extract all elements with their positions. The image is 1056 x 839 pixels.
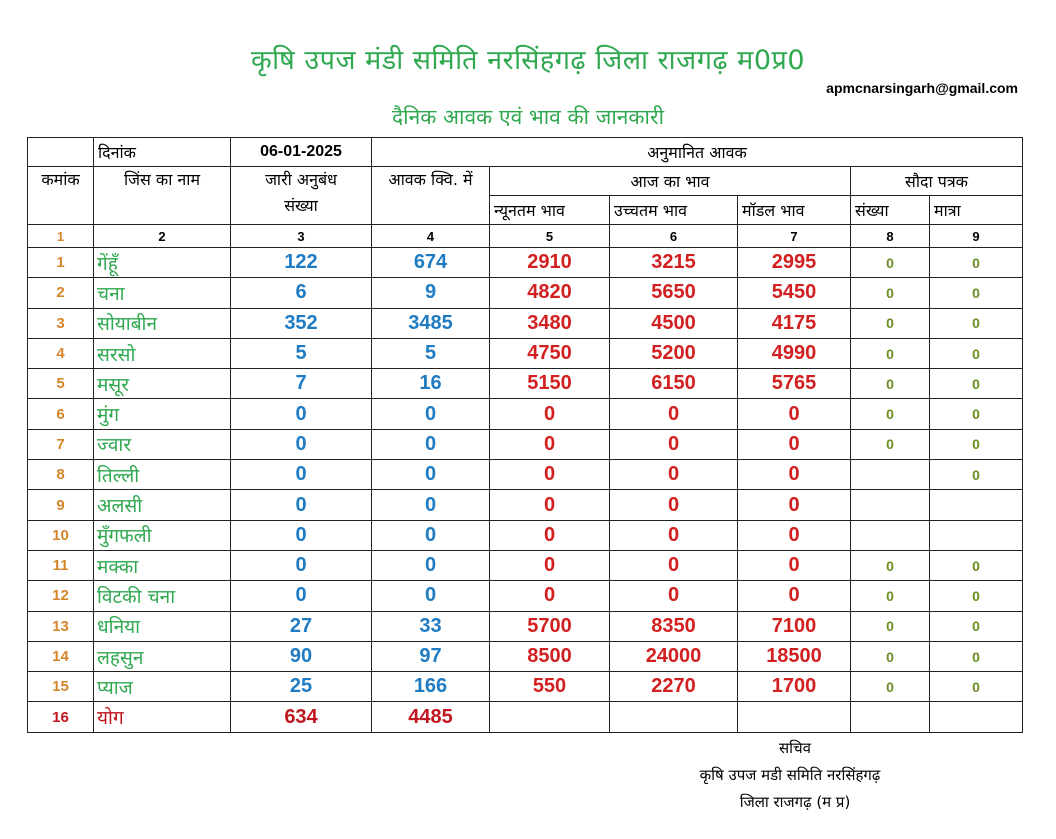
max-price: 5650 xyxy=(610,278,738,308)
arrival-quintal: 0 xyxy=(372,550,490,580)
column-number: 5 xyxy=(490,225,610,248)
col-permits-header: जारी अनुबंध संख्या xyxy=(231,167,372,225)
max-price: 0 xyxy=(610,460,738,490)
table-row xyxy=(28,520,1023,550)
commodity-name: धनिया xyxy=(94,611,231,641)
min-price: 8500 xyxy=(490,641,610,671)
total-permits: 634 xyxy=(231,702,372,732)
page-subtitle: दैनिक आवक एवं भाव की जानकारी xyxy=(391,105,665,129)
arrival-quintal: 33 xyxy=(372,611,490,641)
table-row xyxy=(28,611,1023,641)
estimated-arrival-heading: अनुमानित आवक xyxy=(372,138,1023,167)
row-serial: 11 xyxy=(28,550,94,580)
commodity-name: सोयाबीन xyxy=(94,308,231,338)
row-serial: 9 xyxy=(28,490,94,520)
col-min-header: न्यूनतम भाव xyxy=(490,196,610,225)
max-price: 4500 xyxy=(610,308,738,338)
deal-count: 0 xyxy=(851,429,930,459)
deal-count: 0 xyxy=(851,248,930,278)
commodity-name: ज्वार xyxy=(94,429,231,459)
row-serial: 8 xyxy=(28,460,94,490)
permits-count: 352 xyxy=(231,308,372,338)
arrival-quintal: 5 xyxy=(372,338,490,368)
row-serial: 10 xyxy=(28,520,94,550)
todays-price-heading: आज का भाव xyxy=(490,167,851,196)
table-row xyxy=(28,490,1023,520)
modal-price: 0 xyxy=(738,520,851,550)
page-title: कृषि उपज मंडी समिति नरसिंहगढ़ जिला राजगढ़ म0प्र0 xyxy=(250,45,806,76)
permits-count: 5 xyxy=(231,338,372,368)
permits-count: 0 xyxy=(231,429,372,459)
max-price: 0 xyxy=(610,520,738,550)
max-price: 0 xyxy=(610,550,738,580)
min-price: 0 xyxy=(490,550,610,580)
col-name-header: जिंस का नाम xyxy=(94,167,231,225)
commodity-name: तिल्ली xyxy=(94,460,231,490)
arrival-price-table xyxy=(27,137,1023,733)
empty-cell xyxy=(28,138,94,167)
commodity-name: मुँगफली xyxy=(94,520,231,550)
max-price: 0 xyxy=(610,581,738,611)
deal-count: 0 xyxy=(851,369,930,399)
deal-letter-heading: सौदा पत्रक xyxy=(851,167,1023,196)
table-row xyxy=(28,308,1023,338)
signature-title: सचिव xyxy=(779,739,811,757)
permits-count: 0 xyxy=(231,550,372,580)
max-price: 24000 xyxy=(610,641,738,671)
commodity-name: मक्का xyxy=(94,550,231,580)
arrival-quintal: 166 xyxy=(372,672,490,702)
row-serial: 7 xyxy=(28,429,94,459)
col-max-header: उच्चतम भाव xyxy=(610,196,738,225)
min-price: 2910 xyxy=(490,248,610,278)
max-price: 8350 xyxy=(610,611,738,641)
min-price: 0 xyxy=(490,429,610,459)
min-price: 0 xyxy=(490,399,610,429)
column-number: 3 xyxy=(231,225,372,248)
total-serial: 16 xyxy=(28,702,94,732)
commodity-name: मसूर xyxy=(94,369,231,399)
min-price: 0 xyxy=(490,490,610,520)
date-value: 06-01-2025 xyxy=(231,138,372,167)
modal-price: 5765 xyxy=(738,369,851,399)
row-serial: 13 xyxy=(28,611,94,641)
deal-count: 0 xyxy=(851,611,930,641)
commodity-name: गेंहूँ xyxy=(94,248,231,278)
column-number: 9 xyxy=(930,225,1023,248)
max-price: 0 xyxy=(610,399,738,429)
empty-cell xyxy=(930,702,1023,732)
permits-count: 25 xyxy=(231,672,372,702)
col-serial-header: कमांक xyxy=(28,167,94,225)
deal-quantity: 0 xyxy=(930,278,1023,308)
table-row xyxy=(28,672,1023,702)
table-row xyxy=(28,248,1023,278)
deal-quantity: 0 xyxy=(930,581,1023,611)
arrival-quintal: 0 xyxy=(372,520,490,550)
commodity-name: लहसुन xyxy=(94,641,231,671)
arrival-quintal: 0 xyxy=(372,399,490,429)
permits-count: 7 xyxy=(231,369,372,399)
column-number: 1 xyxy=(28,225,94,248)
modal-price: 0 xyxy=(738,399,851,429)
permits-count: 90 xyxy=(231,641,372,671)
deal-quantity: 0 xyxy=(930,460,1023,490)
deal-quantity: 0 xyxy=(930,429,1023,459)
modal-price: 1700 xyxy=(738,672,851,702)
permits-count: 0 xyxy=(231,399,372,429)
permits-count: 27 xyxy=(231,611,372,641)
min-price: 0 xyxy=(490,460,610,490)
arrival-quintal: 16 xyxy=(372,369,490,399)
modal-price: 0 xyxy=(738,429,851,459)
deal-quantity: 0 xyxy=(930,672,1023,702)
deal-quantity: 0 xyxy=(930,369,1023,399)
deal-count: 0 xyxy=(851,641,930,671)
deal-quantity xyxy=(930,490,1023,520)
arrival-quintal: 9 xyxy=(372,278,490,308)
min-price: 5150 xyxy=(490,369,610,399)
max-price: 0 xyxy=(610,490,738,520)
deal-count xyxy=(851,520,930,550)
arrival-quintal: 0 xyxy=(372,429,490,459)
column-number: 6 xyxy=(610,225,738,248)
header-row-columns xyxy=(28,167,1023,196)
min-price: 0 xyxy=(490,520,610,550)
modal-price: 4175 xyxy=(738,308,851,338)
max-price: 3215 xyxy=(610,248,738,278)
row-serial: 3 xyxy=(28,308,94,338)
table-row xyxy=(28,550,1023,580)
deal-count: 0 xyxy=(851,399,930,429)
min-price: 550 xyxy=(490,672,610,702)
permits-count: 0 xyxy=(231,581,372,611)
date-label: दिनांक xyxy=(94,138,231,167)
empty-cell xyxy=(851,702,930,732)
permits-count: 0 xyxy=(231,460,372,490)
signature-district: जिला राजगढ़ (म प्र) xyxy=(739,793,851,811)
col-count-header: संख्या xyxy=(851,196,930,225)
empty-cell xyxy=(610,702,738,732)
deal-quantity: 0 xyxy=(930,248,1023,278)
table-row xyxy=(28,338,1023,368)
permits-count: 0 xyxy=(231,520,372,550)
deal-quantity: 0 xyxy=(930,641,1023,671)
deal-quantity: 0 xyxy=(930,338,1023,368)
modal-price: 4990 xyxy=(738,338,851,368)
row-serial: 1 xyxy=(28,248,94,278)
modal-price: 18500 xyxy=(738,641,851,671)
row-serial: 14 xyxy=(28,641,94,671)
col-modal-header: मॉडल भाव xyxy=(738,196,851,225)
signature-office: कृषि उपज मडी समिति नरसिंहगढ़ xyxy=(699,766,881,784)
deal-quantity xyxy=(930,520,1023,550)
column-number: 4 xyxy=(372,225,490,248)
modal-price: 5450 xyxy=(738,278,851,308)
column-number: 7 xyxy=(738,225,851,248)
empty-cell xyxy=(738,702,851,732)
commodity-name: विटकी चना xyxy=(94,581,231,611)
modal-price: 7100 xyxy=(738,611,851,641)
row-serial: 15 xyxy=(28,672,94,702)
row-serial: 12 xyxy=(28,581,94,611)
table-row xyxy=(28,581,1023,611)
row-serial: 5 xyxy=(28,369,94,399)
commodity-name: सरसो xyxy=(94,338,231,368)
deal-count xyxy=(851,460,930,490)
commodity-name: मुंग xyxy=(94,399,231,429)
deal-count: 0 xyxy=(851,550,930,580)
table-row xyxy=(28,369,1023,399)
table-row xyxy=(28,278,1023,308)
min-price: 0 xyxy=(490,581,610,611)
table-body xyxy=(28,248,1023,702)
deal-count: 0 xyxy=(851,581,930,611)
col-qty-header: मात्रा xyxy=(930,196,1023,225)
max-price: 0 xyxy=(610,429,738,459)
commodity-name: अलसी xyxy=(94,490,231,520)
arrival-quintal: 0 xyxy=(372,490,490,520)
row-serial: 4 xyxy=(28,338,94,368)
min-price: 4820 xyxy=(490,278,610,308)
min-price: 4750 xyxy=(490,338,610,368)
total-label: योग xyxy=(94,702,231,732)
deal-count: 0 xyxy=(851,308,930,338)
min-price: 3480 xyxy=(490,308,610,338)
table-row xyxy=(28,641,1023,671)
column-number: 8 xyxy=(851,225,930,248)
deal-count: 0 xyxy=(851,338,930,368)
modal-price: 0 xyxy=(738,550,851,580)
table-row xyxy=(28,399,1023,429)
arrival-quintal: 0 xyxy=(372,581,490,611)
modal-price: 0 xyxy=(738,581,851,611)
arrival-quintal: 674 xyxy=(372,248,490,278)
deal-quantity: 0 xyxy=(930,308,1023,338)
email-address: apmcnarsingarh@gmail.com xyxy=(826,80,1018,96)
max-price: 2270 xyxy=(610,672,738,702)
max-price: 5200 xyxy=(610,338,738,368)
row-serial: 2 xyxy=(28,278,94,308)
row-serial: 6 xyxy=(28,399,94,429)
deal-count: 0 xyxy=(851,672,930,702)
commodity-name: चना xyxy=(94,278,231,308)
commodity-name: प्याज xyxy=(94,672,231,702)
column-number-row xyxy=(28,225,1023,248)
min-price: 5700 xyxy=(490,611,610,641)
deal-quantity: 0 xyxy=(930,399,1023,429)
col-arrival-header: आवक क्वि. में xyxy=(372,167,490,225)
total-arrival: 4485 xyxy=(372,702,490,732)
permits-count: 6 xyxy=(231,278,372,308)
permits-count: 122 xyxy=(231,248,372,278)
deal-count xyxy=(851,490,930,520)
total-row xyxy=(28,702,1023,732)
header-row-date xyxy=(28,138,1023,167)
modal-price: 0 xyxy=(738,490,851,520)
deal-count: 0 xyxy=(851,278,930,308)
deal-quantity: 0 xyxy=(930,550,1023,580)
column-number: 2 xyxy=(94,225,231,248)
empty-cell xyxy=(490,702,610,732)
table-row xyxy=(28,429,1023,459)
arrival-quintal: 0 xyxy=(372,460,490,490)
max-price: 6150 xyxy=(610,369,738,399)
deal-quantity: 0 xyxy=(930,611,1023,641)
modal-price: 0 xyxy=(738,460,851,490)
permits-count: 0 xyxy=(231,490,372,520)
modal-price: 2995 xyxy=(738,248,851,278)
arrival-quintal: 3485 xyxy=(372,308,490,338)
arrival-quintal: 97 xyxy=(372,641,490,671)
table-row xyxy=(28,460,1023,490)
